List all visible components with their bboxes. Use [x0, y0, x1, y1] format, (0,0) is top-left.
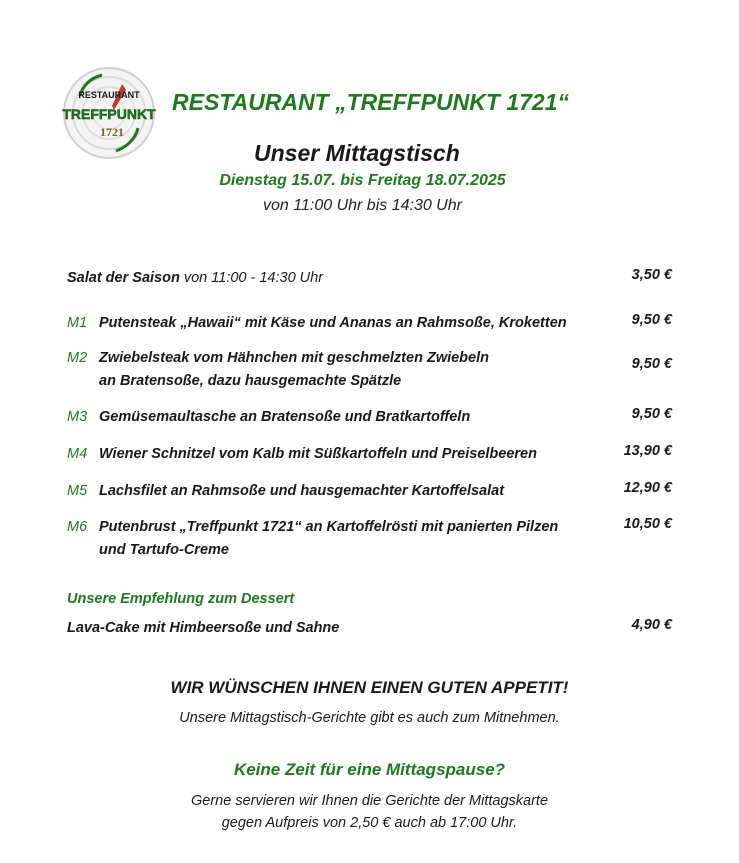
svg-text:TREFFPUNKT: TREFFPUNKT: [62, 106, 156, 122]
menu-price-m1: 9,50 €: [631, 312, 672, 328]
menu-code-m5: M5: [67, 483, 88, 499]
offer-line-2: gegen Aufpreis von 2,50 € auch ab 17:00 Uhr.: [221, 815, 518, 831]
time-range: von 11:00 Uhr bis 14:30 Uhr: [263, 197, 462, 214]
menu-code-m1: M1: [67, 315, 88, 331]
takeaway-note: Unsere Mittagstisch-Gerichte gibt es auch zum Mitnehmen.: [179, 710, 560, 726]
dessert-name: Lava-Cake mit Himbeersoße und Sahne: [67, 620, 340, 636]
menu-item-m4-line1: Wiener Schnitzel vom Kalb mit Süßkartoffeln und Preiselbeeren: [99, 446, 537, 462]
restaurant-logo: [62, 66, 156, 160]
page-title: Unser Mittagstisch: [254, 140, 460, 166]
menu-item-m3: [99, 406, 470, 429]
greeting: WIR WÜNSCHEN IHNEN EINEN GUTEN APPETIT!: [170, 678, 569, 697]
menu-code-m6: M6: [67, 519, 88, 535]
restaurant-name: RESTAURANT „TREFFPUNKT 1721“: [172, 89, 569, 115]
menu-code-m4: M4: [67, 446, 88, 462]
salad-item: [67, 267, 323, 290]
menu-item-m2-line2: an Bratensoße, dazu hausgemachte Spätzle: [99, 373, 402, 389]
menu-item-m6: [99, 516, 558, 562]
date-range: Dienstag 15.07. bis Freitag 18.07.2025: [219, 172, 506, 189]
menu-item-m2-line1: Zwiebelsteak vom Hähnchen mit geschmelzten Zwiebeln: [99, 350, 489, 366]
svg-text:RESTAURANT: RESTAURANT: [78, 90, 140, 100]
menu-item-m5-line1: Lachsfilet an Rahmsoße und hausgemachter Kartoffelsalat: [99, 483, 505, 499]
offer-line-1: Gerne servieren wir Ihnen die Gerichte der Mittagskarte: [190, 793, 549, 809]
menu-item-m2: [99, 347, 489, 393]
dessert-price: 4,90 €: [631, 617, 672, 633]
menu-item-m6-line1: Putenbrust „Treffpunkt 1721“ an Kartoffelrösti mit panierten Pilzen: [99, 519, 559, 535]
menu-price-m5: 12,90 €: [623, 480, 672, 496]
salad-time: von 11:00 - 14:30 Uhr: [183, 270, 324, 286]
menu-item-m1-line1: Putensteak „Hawaii“ mit Käse und Ananas an Rahmsoße, Kroketten: [99, 315, 567, 331]
menu-item-m1: [99, 312, 567, 335]
menu-code-m3: M3: [67, 409, 88, 425]
menu-item-m6-line2: und Tartufo-Creme: [99, 542, 229, 558]
menu-price-m4: 13,90 €: [623, 443, 672, 459]
dessert-heading: Unsere Empfehlung zum Dessert: [67, 591, 295, 607]
menu-code-m2: M2: [67, 350, 88, 366]
menu-item-m3-line1: Gemüsemaultasche an Bratensoße und Bratkartoffeln: [99, 409, 471, 425]
menu-price-m6: 10,50 €: [623, 516, 672, 532]
menu-item-m4: [99, 443, 537, 466]
salad-name: Salat der Saison: [67, 270, 180, 286]
no-break-question: Keine Zeit für eine Mittagspause?: [233, 760, 506, 779]
menu-price-m3: 9,50 €: [631, 406, 672, 422]
menu-item-m5: [99, 480, 504, 503]
salad-price: 3,50 €: [631, 267, 672, 283]
menu-price-m2: 9,50 €: [631, 356, 672, 372]
svg-text:1721: 1721: [100, 125, 124, 139]
